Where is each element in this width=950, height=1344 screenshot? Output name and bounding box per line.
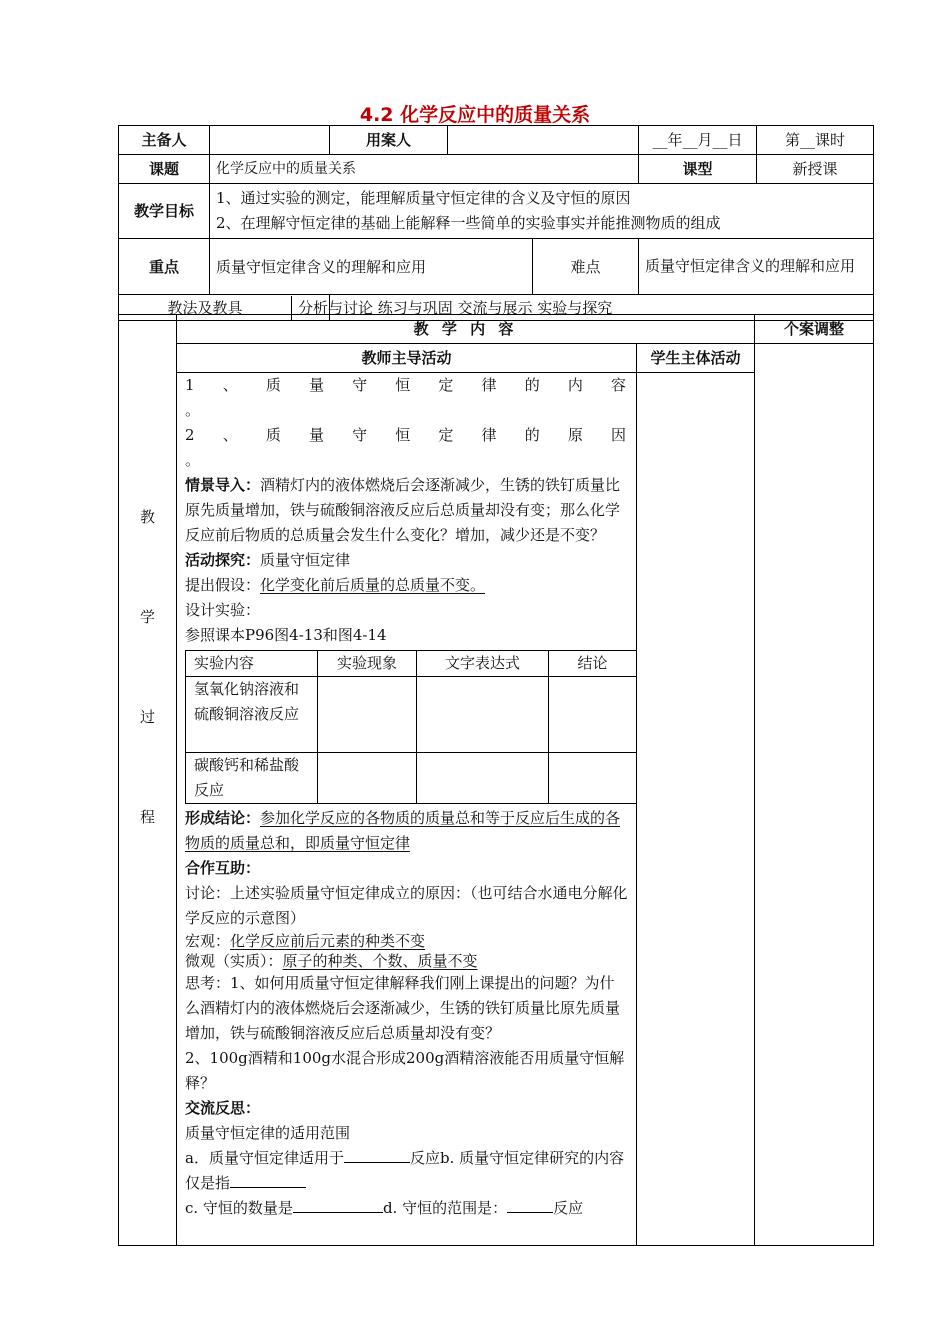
exp-row-2-cell: [318, 753, 417, 804]
hypothesis-label: 提出假设：: [185, 576, 261, 594]
key-point-value: 质量守恒定律含义的理解和应用: [210, 239, 533, 295]
fill-blank-ab: [185, 1146, 628, 1196]
question-1: 1、质量守恒定律的内容: [185, 376, 628, 394]
document-title: 4.2 化学反应中的质量关系: [359, 104, 591, 126]
fill-d-text: d. 守恒的范围是：: [382, 1199, 508, 1217]
intro-label: 情景导入：: [185, 476, 261, 494]
explore-text: 质量守恒定律: [260, 551, 351, 569]
exp-header-conclusion: 结论: [549, 651, 637, 677]
lesson-type-value: 新授课: [757, 155, 874, 184]
think-question-2: 2、100g酒精和100g水混合形成200g酒精溶液能否用质量守恒解释？: [185, 1049, 625, 1092]
question-2-end: 。: [185, 451, 201, 469]
teacher-activity-content: [177, 373, 637, 1246]
side-char-1: 教: [139, 508, 155, 526]
blank-d: [507, 1196, 553, 1213]
fill-blank-cd: [185, 1196, 628, 1221]
process-side-label: [119, 315, 177, 1246]
teacher-activity-header: 教师主导活动: [177, 344, 637, 373]
think-question-1: 思考：1、如何用质量守恒定律解释我们刚上课提出的问题？为什么酒精灯内的液体燃烧后会逐渐减少，生锈的铁钉质量比原先质量增加，铁与硫酸铜溶液反应后总质量却没有变？: [185, 974, 621, 1042]
fill-a-text: a．质量守恒定律适用于: [185, 1149, 344, 1167]
key-point-label: 重点: [119, 239, 210, 295]
cooperation-label: 合作互助：: [185, 859, 261, 877]
difficulty-label: 难点: [533, 239, 639, 295]
explore-line: [185, 548, 628, 573]
conclusion-paragraph: [185, 806, 628, 856]
exp-header-content: 实验内容: [186, 651, 318, 677]
period-value: 第__课时: [757, 126, 874, 155]
goals-label: 教学目标: [119, 184, 210, 239]
micro-label: 微观（实质）：: [185, 952, 283, 970]
methods-value: 分析与讨论 练习与巩固 交流与展示 实验与探究: [291, 296, 612, 320]
blank-b: [230, 1171, 306, 1188]
adjust-header: 个案调整: [755, 315, 874, 344]
fill-c-text: c. 守恒的数量是: [185, 1199, 293, 1217]
topic-value: 化学反应中的质量关系: [210, 155, 639, 184]
exp-header-expression: 文字表达式: [417, 651, 549, 677]
exp-row-2-cell: [549, 753, 637, 804]
reference-line: 参照课本P96图4-13和图4-14: [185, 626, 387, 644]
experiment-table: [185, 650, 637, 804]
scope-line: 质量守恒定律的适用范围: [185, 1124, 351, 1142]
difficulty-value: 质量守恒定律含义的理解和应用: [639, 239, 874, 295]
blank-a: [344, 1146, 410, 1163]
side-char-4: 程: [139, 808, 155, 826]
intro-text: 酒精灯内的液体燃烧后会逐渐减少，生锈的铁钉质量比原先质量增加，铁与硫酸铜溶液反应后总质量却没有变；那么化学反应前后物质的总质量会发生什么变化？增加，减少还是不变？: [185, 476, 621, 544]
student-activity-content: [637, 373, 755, 1246]
question-2: 2、质量守恒定律的原因: [185, 426, 628, 444]
conclusion-label: 形成结论：: [185, 809, 261, 827]
exp-row-1-cell: [549, 677, 637, 753]
fill-b-text: 反应b. 质量守恒定律研究的内容仅是指: [185, 1149, 625, 1192]
explore-label: 活动探究：: [185, 551, 261, 569]
lesson-type-label: 课型: [639, 155, 757, 184]
preparer-label: 主备人: [119, 126, 210, 155]
hypothesis-line: [185, 573, 628, 598]
preparer-value: [210, 126, 330, 155]
conclusion-text: 参加化学反应的各物质的质量总和等于反应后生成的各物质的质量总和，即质量守恒定律: [185, 809, 621, 852]
goal-2: 2、在理解守恒定律的基础上能解释一些简单的实验事实并能推测物质的组成: [216, 214, 721, 232]
exp-row-1-content: 氢氧化钠溶液和硫酸铜溶液反应: [186, 677, 318, 753]
adjust-column: [755, 344, 874, 1246]
macro-text: 化学反应前后元素的种类不变: [230, 932, 426, 950]
design-line: 设计实验：: [185, 601, 261, 619]
exp-row-2-cell: [417, 753, 549, 804]
exp-row-2-content: 碳酸钙和稀盐酸反应: [186, 753, 318, 804]
content-header: 教 学 内 容: [177, 315, 755, 344]
reflection-label: 交流反思：: [185, 1099, 261, 1117]
user-value: [448, 126, 639, 155]
goal-1: 1、通过实验的测定，能理解质量守恒定律的含义及守恒的原因: [216, 189, 631, 207]
blank-c: [293, 1196, 383, 1213]
date-value: __年__月__日: [639, 126, 757, 155]
process-table: [118, 314, 874, 1246]
student-activity-header: 学生主体活动: [637, 344, 755, 373]
fill-d-end: 反应: [553, 1199, 584, 1217]
exp-header-phenomenon: 实验现象: [318, 651, 417, 677]
macro-line: [185, 931, 628, 951]
exp-row-1-cell: [318, 677, 417, 753]
side-char-3: 过: [139, 708, 155, 726]
topic-label: 课题: [119, 155, 210, 184]
exp-row-1-cell: [417, 677, 549, 753]
user-label: 用案人: [330, 126, 448, 155]
methods-label: 教法及教具: [167, 298, 243, 317]
question-1-end: 。: [185, 401, 201, 419]
discussion-paragraph: 讨论：上述实验质量守恒定律成立的原因：（也可结合水通电分解化学反应的示意图）: [185, 884, 628, 927]
hypothesis-text: 化学变化前后质量的总质量不变。: [260, 576, 486, 594]
side-char-2: 学: [139, 608, 155, 626]
intro-paragraph: [185, 473, 628, 548]
micro-line: [185, 951, 628, 971]
micro-text: 原子的种类、个数、质量不变: [282, 952, 478, 970]
header-table: [118, 125, 874, 321]
macro-label: 宏观：: [185, 932, 231, 950]
